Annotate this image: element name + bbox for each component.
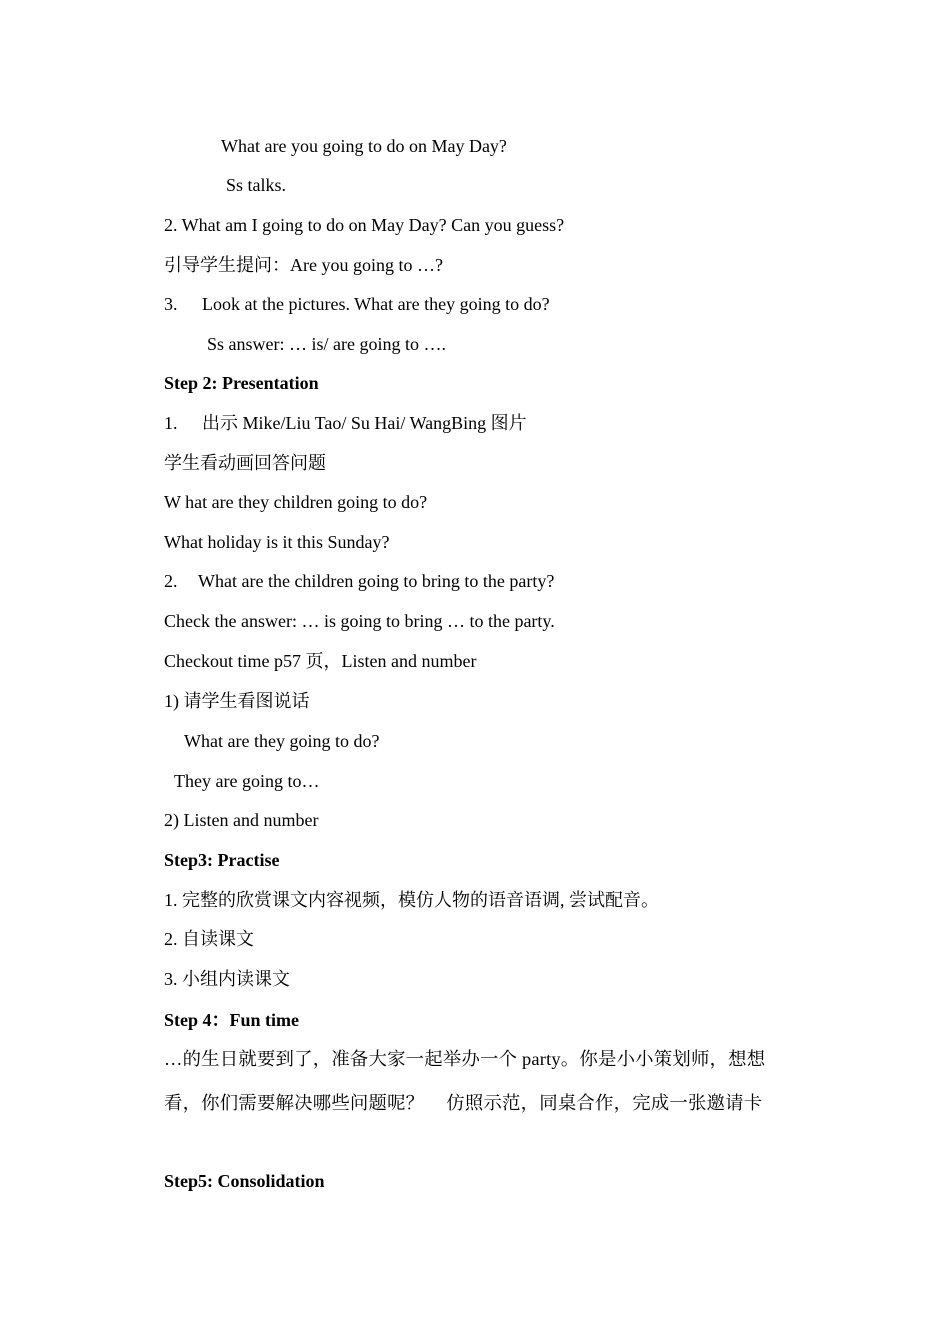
question-they-do: What are they going to do? — [184, 731, 380, 751]
fun-time-question: 看，你们需要解决哪些问题呢？ — [164, 1093, 425, 1113]
item-2-guess: 2. What am I going to do on May Day? Can you guess? — [164, 215, 565, 235]
checkout-time: Checkout time p57 页，Listen and number — [164, 651, 477, 671]
guide-question: 引导学生提问：Are you going to …? — [164, 255, 443, 275]
step-5-heading: Step5: Consolidation — [164, 1171, 325, 1191]
item-1-show-pictures — [164, 412, 527, 434]
practise-item-3: 3. 小组内读课文 — [164, 969, 290, 989]
item-text: Look at the pictures. What are they going to do? — [202, 294, 550, 314]
item-text: What are the children going to bring to the party? — [198, 571, 555, 591]
item-3-pictures — [164, 293, 550, 315]
answer-they-going: They are going to… — [174, 771, 320, 791]
practise-item-1: 1. 完整的欣赏课文内容视频，模仿人物的语音语调, 尝试配音。 — [164, 890, 659, 910]
sub-item-1: 1) 请学生看图说话 — [164, 691, 310, 711]
item-2-bring — [164, 570, 554, 592]
item-number: 2. — [164, 571, 178, 591]
ss-talks: Ss talks. — [226, 175, 287, 195]
step-4-heading: Step 4：Fun time — [164, 1010, 299, 1030]
question-holiday: What holiday is it this Sunday? — [164, 532, 390, 552]
item-text: 出示 Mike/Liu Tao/ Su Hai/ WangBing 图片 — [202, 413, 527, 433]
check-answer: Check the answer: … is going to bring … to the party. — [164, 611, 555, 631]
fun-time-paragraph-line-2 — [164, 1092, 762, 1114]
question-may-day: What are you going to do on May Day? — [221, 136, 507, 156]
step-3-heading: Step3: Practise — [164, 850, 280, 870]
ss-answer: Ss answer: … is/ are going to …. — [207, 334, 446, 354]
question-children-do: W hat are they children going to do? — [164, 492, 428, 512]
fun-time-paragraph-line-1: …的生日就要到了，准备大家一起举办一个 party。你是小小策划师，想想 — [164, 1049, 766, 1069]
item-number: 1. — [164, 413, 178, 433]
sub-item-2: 2) Listen and number — [164, 810, 319, 830]
fun-time-task: 仿照示范，同桌合作，完成一张邀请卡 — [446, 1093, 763, 1113]
step-2-heading: Step 2: Presentation — [164, 373, 319, 393]
students-watch-animation: 学生看动画回答问题 — [164, 453, 326, 473]
practise-item-2: 2. 自读课文 — [164, 929, 254, 949]
item-number: 3. — [164, 294, 178, 314]
